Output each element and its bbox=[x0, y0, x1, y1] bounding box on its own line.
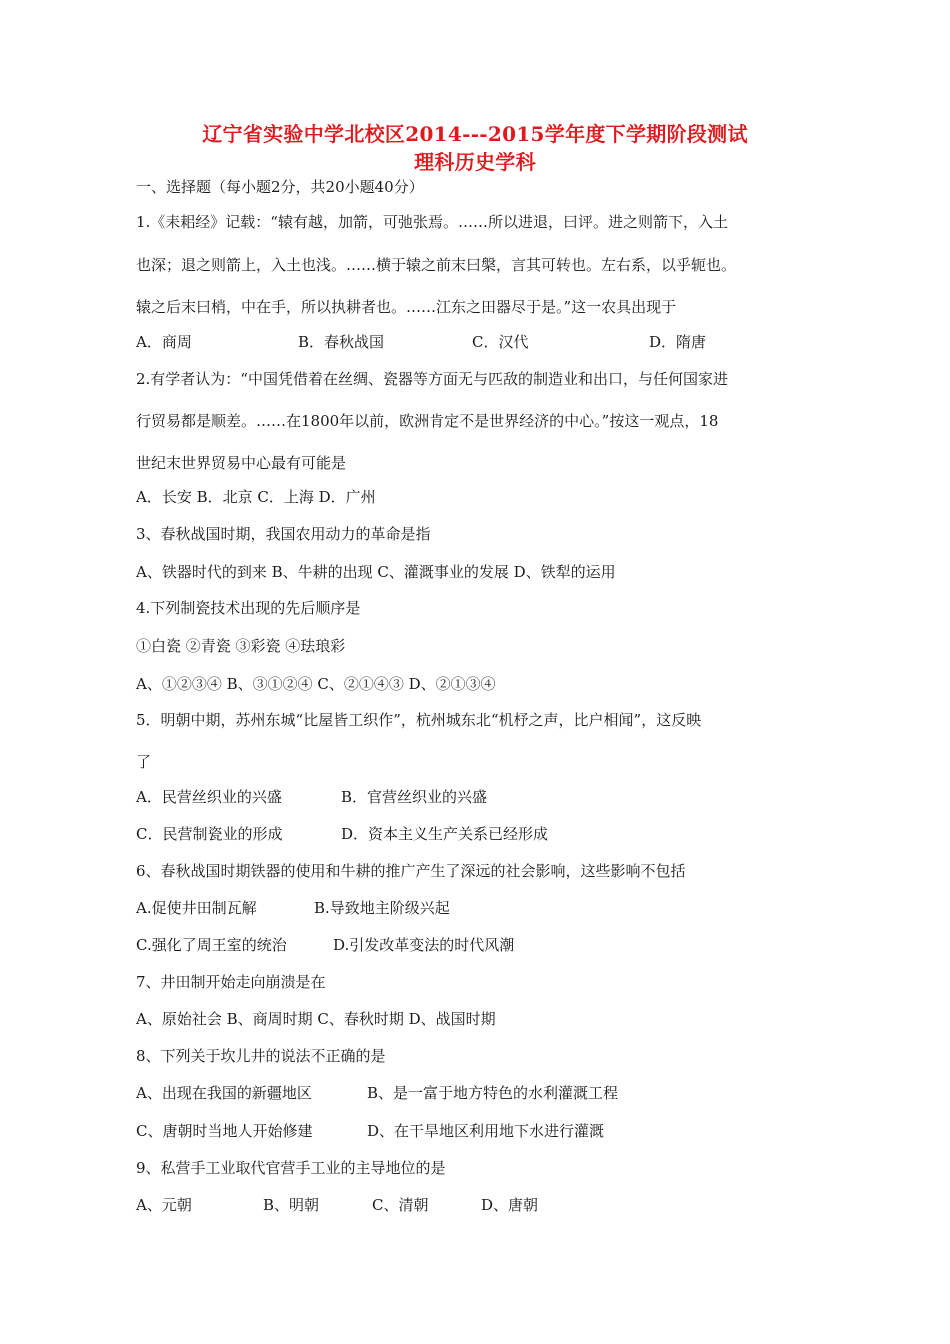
question-2-options: A．长安 B．北京 C．上海 D．广州 bbox=[136, 488, 376, 506]
question-8-option-a: A、出现在我国的新疆地区 bbox=[136, 1084, 312, 1102]
question-2-line-2: 行贸易都是顺差。……在1800年以前，欧洲肯定不是世界经济的中心。”按这一观点，18 bbox=[136, 412, 719, 430]
section-heading: 一、选择题（每小题2分，共20小题40分） bbox=[136, 178, 424, 196]
question-7-options: A、原始社会 B、商周时期 C、春秋时期 D、战国时期 bbox=[136, 1010, 496, 1028]
question-4-line-1: 4.下列制瓷技术出现的先后顺序是 bbox=[136, 599, 361, 617]
question-9-line-1: 9、私营手工业取代官营手工业的主导地位的是 bbox=[136, 1159, 446, 1177]
question-3-options: A、铁器时代的到来 B、牛耕的出现 C、灌溉事业的发展 D、铁犁的运用 bbox=[136, 563, 616, 581]
question-6-option-a: A.促使井田制瓦解 bbox=[136, 899, 257, 917]
question-5-option-b: B．官营丝织业的兴盛 bbox=[341, 788, 488, 806]
question-1-line-2: 也深；退之则箭上，入土也浅。……横于辕之前末曰槃，言其可转也。左右系，以乎轭也。 bbox=[136, 256, 737, 274]
question-3-line-1: 3、春秋战国时期，我国农用动力的革命是指 bbox=[136, 525, 431, 543]
question-9-option-b: B、明朝 bbox=[263, 1196, 320, 1214]
document-title: 辽宁省实验中学北校区2014---2015学年度下学期阶段测试 bbox=[202, 122, 748, 146]
question-2-line-3: 世纪末世界贸易中心最有可能是 bbox=[136, 454, 347, 472]
question-1-option-b: B．春秋战国 bbox=[298, 333, 385, 351]
question-6-option-d: D.引发改革变法的时代风潮 bbox=[333, 936, 515, 954]
question-5-line-1: 5．明朝中期，苏州东城“比屋皆工织作”，杭州城东北“机杼之声，比户相闻”，这反映 bbox=[136, 711, 702, 729]
question-1-line-3: 辕之后末曰梢，中在手，所以执耕者也。……江东之田器尽于是。”这一农具出现于 bbox=[136, 298, 677, 316]
question-5-option-a: A．民营丝织业的兴盛 bbox=[136, 788, 282, 806]
question-1-line-1: 1.《耒耜经》记载：“辕有越，加箭，可弛张焉。……所以进退，曰评。进之则箭下，入土 bbox=[136, 213, 728, 231]
question-4-items: ①白瓷 ②青瓷 ③彩瓷 ④珐琅彩 bbox=[136, 637, 346, 655]
question-9-option-a: A、元朝 bbox=[136, 1196, 192, 1214]
question-6-option-c: C.强化了周王室的统治 bbox=[136, 936, 287, 954]
question-1-option-d: D．隋唐 bbox=[649, 333, 707, 351]
question-5-option-c: C．民营制瓷业的形成 bbox=[136, 825, 283, 843]
question-8-option-b: B、是一富于地方特色的水利灌溉工程 bbox=[367, 1084, 619, 1102]
question-2-line-1: 2.有学者认为：“中国凭借着在丝绸、瓷器等方面无与匹敌的制造业和出口，与任何国家进 bbox=[136, 370, 728, 388]
question-7-line-1: 7、井田制开始走向崩溃是在 bbox=[136, 973, 326, 991]
question-1-option-a: A．商周 bbox=[136, 333, 192, 351]
question-5-line-2: 了 bbox=[136, 753, 152, 771]
question-8-option-d: D、在干旱地区利用地下水进行灌溉 bbox=[367, 1122, 605, 1140]
question-4-options: A、①②③④ B、③①②④ C、②①④③ D、②①③④ bbox=[136, 675, 496, 693]
document-subtitle: 理科历史学科 bbox=[414, 150, 536, 174]
question-1-option-c: C．汉代 bbox=[472, 333, 529, 351]
question-8-option-c: C、唐朝时当地人开始修建 bbox=[136, 1122, 313, 1140]
question-5-option-d: D．资本主义生产关系已经形成 bbox=[341, 825, 549, 843]
question-9-option-c: C、清朝 bbox=[372, 1196, 429, 1214]
question-9-option-d: D、唐朝 bbox=[481, 1196, 539, 1214]
question-6-option-b: B.导致地主阶级兴起 bbox=[314, 899, 450, 917]
question-6-line-1: 6、春秋战国时期铁器的使用和牛耕的推广产生了深远的社会影响，这些影响不包括 bbox=[136, 862, 686, 880]
question-8-line-1: 8、下列关于坎儿井的说法不正确的是 bbox=[136, 1047, 386, 1065]
